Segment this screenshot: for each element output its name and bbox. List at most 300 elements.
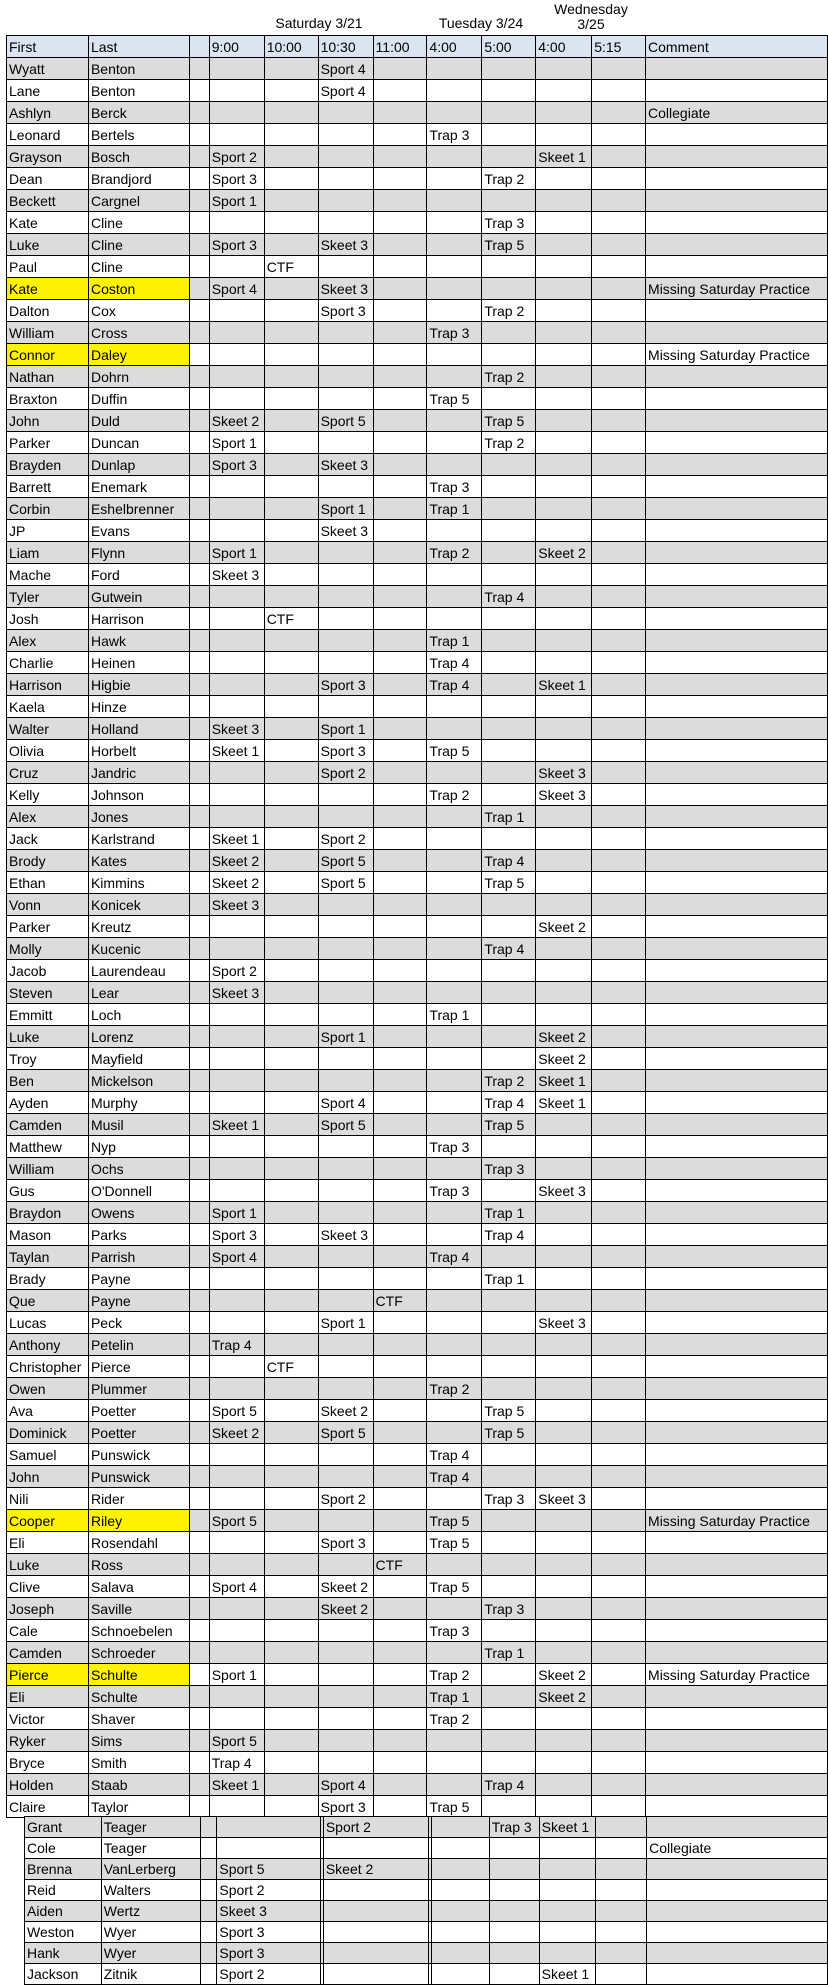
table-row: [7, 652, 828, 674]
sat-1000-cell: [264, 80, 318, 102]
sat-1030-cell: [318, 608, 373, 630]
sat-0900-cell: [209, 1796, 264, 1818]
sat-1100-cell: [373, 784, 427, 806]
last-name-cell: Coston: [88, 278, 189, 300]
tue-0500-cell: [482, 1356, 536, 1378]
sat-1030-cell: Skeet 3: [318, 454, 373, 476]
tue-0500-cell: Trap 5: [482, 410, 536, 432]
sat-0900-cell: [209, 1444, 264, 1466]
day-header-wednesday-line1: Wednesday: [554, 1, 628, 17]
wed-0515-cell: [592, 1048, 646, 1070]
wed-0515-cell: [592, 1466, 646, 1488]
spacer-cell: [189, 1114, 209, 1136]
tue-0400-cell: [427, 762, 482, 784]
column-header: Comment: [646, 36, 828, 58]
spacer-cell: [189, 1026, 209, 1048]
wed-0400-cell: [536, 1290, 592, 1312]
tue-0500-cell: Trap 4: [482, 586, 536, 608]
tue-0400-cell: [427, 1268, 482, 1290]
first-name-cell: Kate: [7, 278, 89, 300]
spacer-cell: [189, 432, 209, 454]
tue-0500-cell: Trap 3: [482, 212, 536, 234]
sat-1000-cell: [264, 1092, 318, 1114]
first-name-cell: Jack: [7, 828, 89, 850]
tue-0500-cell: Trap 3: [489, 1817, 539, 1838]
wed-0515-cell: [592, 1356, 646, 1378]
sat-0900-cell: [209, 696, 264, 718]
wed-0400-cell: Skeet 3: [536, 1488, 592, 1510]
sat-0900-cell: [209, 80, 264, 102]
wed-0515-cell: [592, 124, 646, 146]
first-name-cell: Braxton: [7, 388, 89, 410]
spacer-cell: [189, 718, 209, 740]
last-name-cell: Teager: [101, 1817, 200, 1838]
table-row: [7, 784, 828, 806]
sat-1100-cell: [373, 190, 427, 212]
sat-1100-cell: [373, 1664, 427, 1686]
schedule-table: [6, 35, 828, 1818]
tue-0400-cell: [427, 1092, 482, 1114]
sat-1100-cell: [373, 740, 427, 762]
wed-0400-cell: [536, 630, 592, 652]
sat-0900-cell: Skeet 2: [209, 410, 264, 432]
sat-1000-cell: [264, 630, 318, 652]
sat-1100-cell: [373, 608, 427, 630]
last-name-cell: Cline: [88, 256, 189, 278]
sat-1100-cell: [373, 630, 427, 652]
sat-1000-cell: [264, 1268, 318, 1290]
table-row: [7, 1202, 828, 1224]
wed-0515-cell: [592, 1004, 646, 1026]
comment-cell: [646, 542, 828, 564]
wed-0515-cell: [595, 1838, 647, 1859]
sat-1100-cell: [373, 366, 427, 388]
sat-0900-cell: [209, 1686, 264, 1708]
wed-0515-cell: [595, 1901, 647, 1922]
tue-0500-cell: [482, 1312, 536, 1334]
sat-1030-cell: Sport 3: [318, 300, 373, 322]
sat-1100-cell: [373, 278, 427, 300]
sat-1000-cell: [264, 124, 318, 146]
wed-0400-cell: [536, 718, 592, 740]
wed-0400-cell: [536, 894, 592, 916]
tue-0500-cell: [482, 608, 536, 630]
wed-0515-cell: [592, 498, 646, 520]
table-row: [7, 916, 828, 938]
last-name-cell: Jones: [88, 806, 189, 828]
first-name-cell: Anthony: [7, 1334, 89, 1356]
table-row: [7, 1752, 828, 1774]
last-name-cell: Schroeder: [88, 1642, 189, 1664]
comment-cell: [646, 1554, 828, 1576]
tue-0500-cell: [489, 1859, 539, 1880]
tue-0400-cell: [427, 960, 482, 982]
first-name-cell: Camden: [7, 1114, 89, 1136]
table-row: [25, 1922, 828, 1943]
first-name-cell: Ryker: [7, 1730, 89, 1752]
table-row: [7, 124, 828, 146]
spacer-cell: [189, 190, 209, 212]
tue-0500-cell: Trap 1: [482, 1202, 536, 1224]
wed-0400-cell: [536, 1444, 592, 1466]
spacer-cell: [189, 410, 209, 432]
wed-0400-cell: Skeet 2: [536, 542, 592, 564]
sat-1000-cell: [264, 1510, 318, 1532]
tue-0400-cell: Trap 3: [427, 124, 482, 146]
first-name-cell: Parker: [7, 432, 89, 454]
table-row: [7, 564, 828, 586]
table-row: [25, 1964, 828, 1985]
sat-1030-cell: Skeet 3: [318, 278, 373, 300]
table-row: [7, 718, 828, 740]
wed-0400-cell: [536, 124, 592, 146]
last-name-cell: Benton: [88, 80, 189, 102]
spacer-cell: [189, 916, 209, 938]
last-name-cell: Harrison: [88, 608, 189, 630]
tue-0400-cell: [427, 1598, 482, 1620]
sat-1030-cell: [318, 1048, 373, 1070]
comment-cell: [647, 1859, 828, 1880]
wed-0515-cell: [592, 1554, 646, 1576]
sat-1000-cell: [264, 102, 318, 124]
comment-cell: [646, 1070, 828, 1092]
sat-0900-cell: Sport 1: [209, 190, 264, 212]
sat-0900-cell: Sport 1: [209, 542, 264, 564]
sat-1000-cell: [264, 1664, 318, 1686]
table-row: [7, 1378, 828, 1400]
table-row: [7, 1796, 828, 1818]
comment-cell: [646, 190, 828, 212]
tue-0400-cell: [432, 1943, 489, 1964]
wed-0515-cell: [592, 168, 646, 190]
last-name-cell: Ochs: [88, 1158, 189, 1180]
wed-0515-cell: [592, 1708, 646, 1730]
table-row: [7, 1026, 828, 1048]
comment-cell: [646, 1158, 828, 1180]
comment-cell: Collegiate: [646, 102, 828, 124]
table-row: [7, 1642, 828, 1664]
sat-1100-cell: [373, 1048, 427, 1070]
tue-0400-cell: Trap 3: [427, 1136, 482, 1158]
first-name-cell: Josh: [7, 608, 89, 630]
tue-0500-cell: Trap 1: [482, 806, 536, 828]
wed-0400-cell: [536, 454, 592, 476]
sat-1000-cell: [264, 586, 318, 608]
wed-0515-cell: [592, 256, 646, 278]
spacer-cell: [189, 652, 209, 674]
wed-0400-cell: [536, 1422, 592, 1444]
sat-1030-cell: Sport 5: [318, 1422, 373, 1444]
last-name-cell: Hinze: [88, 696, 189, 718]
sat-1000-cell: [264, 190, 318, 212]
sat-0900-cell: [209, 1708, 264, 1730]
tue-0400-cell: [427, 1224, 482, 1246]
comment-cell: [646, 1532, 828, 1554]
last-name-cell: Enemark: [88, 476, 189, 498]
table-row: [7, 498, 828, 520]
first-name-cell: Steven: [7, 982, 89, 1004]
last-name-cell: Poetter: [88, 1422, 189, 1444]
first-name-cell: John: [7, 410, 89, 432]
column-header: 10:30: [318, 36, 373, 58]
first-name-cell: Cruz: [7, 762, 89, 784]
wed-0515-cell: [592, 1026, 646, 1048]
comment-cell: [646, 520, 828, 542]
wed-0515-cell: [592, 630, 646, 652]
wed-0515-cell: [592, 366, 646, 388]
sat-1000-cell: [264, 1312, 318, 1334]
wed-0515-cell: [592, 1686, 646, 1708]
last-name-cell: Jandric: [88, 762, 189, 784]
wed-0515-cell: [592, 1312, 646, 1334]
tue-0400-cell: [427, 1642, 482, 1664]
sat-1100-cell: [373, 762, 427, 784]
tue-0500-cell: [482, 652, 536, 674]
sat-0900-cell: Skeet 1: [209, 828, 264, 850]
wed-0400-cell: [536, 1620, 592, 1642]
first-name-cell: Kate: [7, 212, 89, 234]
last-name-cell: Punswick: [88, 1444, 189, 1466]
wed-0400-cell: Skeet 2: [536, 1664, 592, 1686]
comment-cell: [646, 1642, 828, 1664]
tue-0500-cell: [482, 630, 536, 652]
sat-0900-cell: Sport 1: [209, 1664, 264, 1686]
sat-1030-cell: [318, 630, 373, 652]
tue-0400-cell: [427, 102, 482, 124]
first-name-cell: Eli: [7, 1686, 89, 1708]
sat-1000-cell: [264, 982, 318, 1004]
first-name-cell: Braydon: [7, 1202, 89, 1224]
sat-1030-cell: [318, 1642, 373, 1664]
table-row: [7, 476, 828, 498]
spacer-cell: [189, 542, 209, 564]
last-name-cell: Kimmins: [88, 872, 189, 894]
sat-1000-cell: [264, 168, 318, 190]
table-row: [7, 1004, 828, 1026]
last-name-cell: Payne: [88, 1290, 189, 1312]
wed-0515-cell: [592, 696, 646, 718]
sat-0900-cell: [209, 1488, 264, 1510]
table-row: [7, 586, 828, 608]
tue-0500-cell: [482, 674, 536, 696]
spacer-cell: [189, 1730, 209, 1752]
sat-1000-cell: [264, 1202, 318, 1224]
tue-0400-cell: [432, 1859, 489, 1880]
sat-0900-cell: [209, 1598, 264, 1620]
sat-0900-cell: [209, 1070, 264, 1092]
sat-1000-cell: [264, 300, 318, 322]
sat-1000-cell: [264, 938, 318, 960]
spacer-cell: [189, 762, 209, 784]
first-name-cell: Alex: [7, 630, 89, 652]
last-name-cell: Shaver: [88, 1708, 189, 1730]
sat-0900-cell: [209, 1180, 264, 1202]
sat-1030-cell: [318, 586, 373, 608]
last-name-cell: Poetter: [88, 1400, 189, 1422]
tue-0400-cell: [427, 80, 482, 102]
tue-0500-cell: Trap 2: [482, 1070, 536, 1092]
comment-cell: [646, 1752, 828, 1774]
sat-1100-cell: [373, 1686, 427, 1708]
sat-1100-cell: [373, 454, 427, 476]
spacer-cell: [189, 696, 209, 718]
tue-0400-cell: [427, 1312, 482, 1334]
tue-0500-cell: [489, 1880, 539, 1901]
sat-1100-cell: [373, 696, 427, 718]
tue-0400-cell: [427, 432, 482, 454]
tue-0400-cell: Trap 5: [427, 1576, 482, 1598]
last-name-cell: Payne: [88, 1268, 189, 1290]
tue-0400-cell: Trap 1: [427, 498, 482, 520]
sat-1030-cell: [323, 1922, 428, 1943]
last-name-cell: Higbie: [88, 674, 189, 696]
tue-0400-cell: [427, 1334, 482, 1356]
table-row: [7, 344, 828, 366]
comment-cell: [646, 1796, 828, 1818]
first-name-cell: Cole: [25, 1838, 102, 1859]
sat-1030-cell: Skeet 2: [323, 1859, 428, 1880]
wed-0515-cell: [592, 1158, 646, 1180]
wed-0515-cell: [592, 1114, 646, 1136]
tue-0400-cell: [427, 1070, 482, 1092]
table-row: [7, 1620, 828, 1642]
sat-1030-cell: [318, 190, 373, 212]
sat-1000-cell: [264, 674, 318, 696]
first-name-cell: Troy: [7, 1048, 89, 1070]
last-name-cell: Mayfield: [88, 1048, 189, 1070]
sat-0900-cell: [209, 102, 264, 124]
table-row: [7, 1224, 828, 1246]
tue-0400-cell: [427, 1730, 482, 1752]
table-row: [7, 1048, 828, 1070]
spacer-cell: [200, 1859, 217, 1880]
table-row: [7, 542, 828, 564]
sat-1030-cell: [318, 564, 373, 586]
first-name-cell: Pierce: [7, 1664, 89, 1686]
comment-cell: [646, 806, 828, 828]
sat-1000-cell: [264, 1686, 318, 1708]
wed-0400-cell: Skeet 1: [536, 674, 592, 696]
spacer-cell: [189, 740, 209, 762]
sat-0900-cell: Sport 1: [209, 1202, 264, 1224]
first-name-cell: Owen: [7, 1378, 89, 1400]
wed-0400-cell: [536, 366, 592, 388]
sat-1100-cell: [373, 146, 427, 168]
tue-0500-cell: Trap 1: [482, 1268, 536, 1290]
first-name-cell: Liam: [7, 542, 89, 564]
sat-1000-cell: [264, 388, 318, 410]
spacer-cell: [189, 1224, 209, 1246]
spacer-cell: [189, 1598, 209, 1620]
tue-0500-cell: [482, 102, 536, 124]
wed-0400-cell: [536, 1774, 592, 1796]
table-row: [7, 740, 828, 762]
sat-1030-cell: [318, 1620, 373, 1642]
sat-1100-cell: [373, 1708, 427, 1730]
comment-cell: [646, 1466, 828, 1488]
tue-0500-cell: Trap 5: [482, 1422, 536, 1444]
sat-1100-cell: [373, 1004, 427, 1026]
tue-0500-cell: [482, 278, 536, 300]
last-name-cell: Hawk: [88, 630, 189, 652]
sat-1030-cell: [318, 1466, 373, 1488]
comment-cell: [646, 872, 828, 894]
wed-0515-cell: [592, 1642, 646, 1664]
comment-cell: [646, 1246, 828, 1268]
wed-0400-cell: [539, 1880, 595, 1901]
last-name-cell: Schnoebelen: [88, 1620, 189, 1642]
first-name-cell: Joseph: [7, 1598, 89, 1620]
tue-0500-cell: [482, 916, 536, 938]
wed-0400-cell: [536, 806, 592, 828]
tue-0400-cell: [427, 1158, 482, 1180]
last-name-cell: Peck: [88, 1312, 189, 1334]
wed-0400-cell: [536, 564, 592, 586]
sat-1000-cell: [264, 454, 318, 476]
tue-0400-cell: [427, 410, 482, 432]
comment-cell: [646, 1422, 828, 1444]
spacer-cell: [189, 1422, 209, 1444]
sat-1000-cell: [264, 1114, 318, 1136]
first-name-cell: Ethan: [7, 872, 89, 894]
first-name-cell: Vonn: [7, 894, 89, 916]
last-name-cell: Brandjord: [88, 168, 189, 190]
comment-cell: [646, 454, 828, 476]
schedule-table-continued: [24, 1816, 828, 1985]
comment-cell: [646, 388, 828, 410]
tue-0500-cell: Trap 5: [482, 1114, 536, 1136]
table-row: [7, 80, 828, 102]
first-name-cell: Kaela: [7, 696, 89, 718]
last-name-cell: Zitnik: [101, 1964, 200, 1985]
first-name-cell: Brody: [7, 850, 89, 872]
sat-1030-cell: [318, 1664, 373, 1686]
sat-0900-cell: [209, 366, 264, 388]
wed-0515-cell: [592, 652, 646, 674]
wed-0515-cell: [592, 80, 646, 102]
column-header: 5:15: [592, 36, 646, 58]
sat-0900-cell: [209, 476, 264, 498]
sat-1000-cell: [264, 542, 318, 564]
tue-0400-cell: [427, 828, 482, 850]
sat-1100-cell: [373, 432, 427, 454]
sat-1100-cell: [373, 80, 427, 102]
table-row: [7, 102, 828, 124]
sat-1030-cell: Sport 4: [318, 1092, 373, 1114]
wed-0400-cell: Skeet 2: [536, 1026, 592, 1048]
comment-cell: [646, 850, 828, 872]
first-name-cell: Luke: [7, 1554, 89, 1576]
tue-0500-cell: [482, 696, 536, 718]
sat-0900-cell: Sport 3: [217, 1922, 320, 1943]
sat-1100-cell: [373, 1620, 427, 1642]
table-row: [7, 1664, 828, 1686]
spacer-cell: [189, 1642, 209, 1664]
comment-cell: [646, 1378, 828, 1400]
column-header: 4:00: [427, 36, 482, 58]
wed-0515-cell: [592, 410, 646, 432]
sat-1030-cell: Sport 3: [318, 740, 373, 762]
tue-0500-cell: [482, 498, 536, 520]
sat-1000-cell: [264, 828, 318, 850]
sat-0900-cell: [209, 1004, 264, 1026]
wed-0515-cell: [592, 1510, 646, 1532]
last-name-cell: Cargnel: [88, 190, 189, 212]
table-row: [7, 1290, 828, 1312]
wed-0400-cell: [536, 1246, 592, 1268]
table-row: [7, 212, 828, 234]
tue-0500-cell: [489, 1901, 539, 1922]
